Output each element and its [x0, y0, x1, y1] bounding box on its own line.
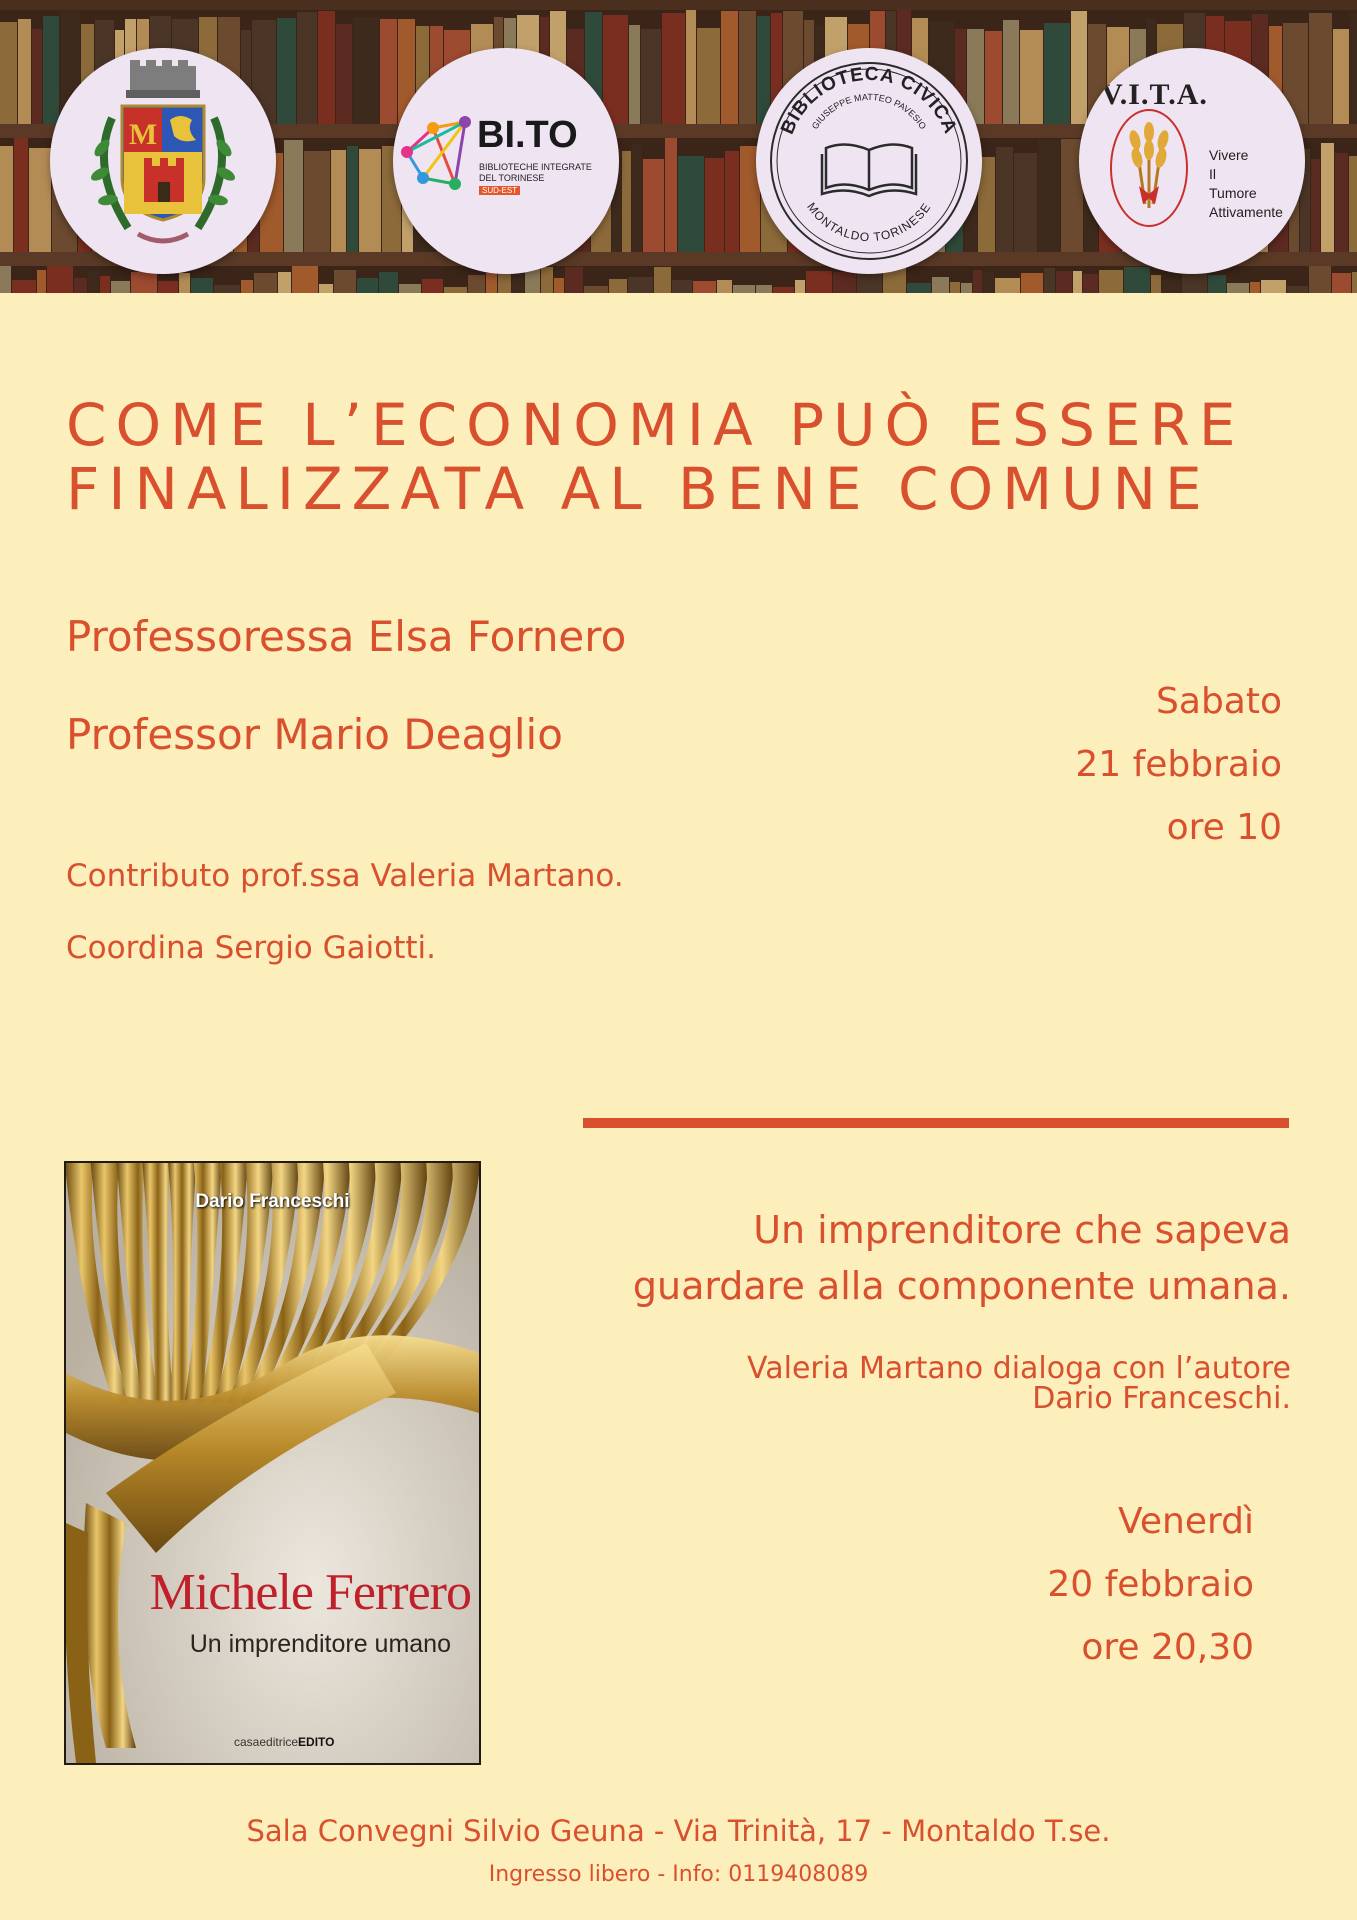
book-spine	[1321, 143, 1334, 252]
book-spine	[833, 272, 856, 293]
book-spine	[347, 146, 358, 252]
book-spine	[693, 281, 716, 293]
venue-address: Sala Convegni Silvio Geuna - Via Trinità, 17 - Montaldo T.se.	[246, 1814, 1111, 1848]
book-spine	[331, 150, 346, 252]
book-spine	[1044, 23, 1070, 124]
coat-of-arms-icon	[50, 48, 276, 274]
logo-bito	[393, 48, 619, 274]
book-spine	[359, 149, 381, 252]
book-spine	[1261, 280, 1286, 293]
event2-description	[747, 1351, 1291, 1416]
book-spine	[1003, 20, 1019, 124]
network-nodes-icon	[393, 48, 619, 274]
event2-date-block	[1047, 1490, 1254, 1679]
book-spine	[686, 10, 696, 124]
book-spine	[318, 11, 335, 124]
book-spine	[399, 284, 421, 293]
event1-title-line-2: FINALIZZATA AL BENE COMUNE	[66, 455, 1211, 523]
book-spine	[622, 151, 631, 252]
book-spine	[643, 159, 664, 252]
event1-title	[66, 393, 1306, 521]
book-spine	[983, 272, 994, 293]
event1-date: 21 febbraio	[1075, 744, 1282, 785]
book-spine	[214, 285, 240, 293]
book-spine	[717, 280, 732, 293]
book-spine	[334, 270, 356, 293]
event2-title-line-1: Un imprenditore che sapeva	[753, 1208, 1291, 1252]
book-spine	[100, 276, 110, 293]
book-spine	[1335, 153, 1348, 252]
book-spine	[632, 144, 642, 252]
book-spine	[1333, 29, 1349, 124]
book-spine	[584, 286, 608, 293]
book-spine	[486, 273, 497, 293]
book-spine	[512, 272, 524, 293]
vita-line-1: Vivere	[1209, 147, 1249, 163]
book-publisher-prefix: casaeditrice	[234, 1735, 299, 1749]
svg-text:MONTALDO TORINESE	[804, 200, 933, 244]
book-publisher-brand: EDITO	[298, 1735, 335, 1749]
book-spine	[336, 24, 352, 124]
book-spine	[609, 279, 627, 293]
book-spine	[678, 156, 704, 252]
vita-lines	[1209, 146, 1283, 222]
book-spine	[0, 22, 17, 124]
book-spine	[641, 29, 661, 124]
biblioteca-arc-sub: GIUSEPPE MATTEO PAVESIO	[809, 91, 929, 132]
book-spine	[806, 271, 832, 293]
bito-line-2: DEL TORINESE	[479, 173, 545, 183]
book-spine	[1021, 273, 1043, 293]
event2-day: Venerdì	[1118, 1501, 1254, 1542]
book-spine	[961, 283, 972, 293]
book-spine	[1287, 286, 1308, 293]
biblioteca-seal	[756, 48, 982, 274]
book-spine	[278, 272, 291, 293]
svg-text:GIUSEPPE MATTEO PAVESIO	[810, 92, 928, 131]
event2-time: ore 20,30	[1081, 1627, 1254, 1668]
book-spine	[1227, 283, 1249, 293]
book-spine	[18, 19, 31, 124]
event2-date: 20 febbraio	[1047, 1564, 1254, 1605]
book-spine	[739, 11, 756, 124]
book-spine	[932, 277, 949, 293]
event1-time: ore 10	[1166, 807, 1282, 848]
book-spine	[733, 285, 755, 293]
speaker-1: Professoressa Elsa Fornero	[66, 612, 627, 661]
event1-title-line-1: COME L’ECONOMIA PUÒ ESSERE	[66, 391, 1245, 459]
section-divider	[583, 1118, 1289, 1128]
book-spine	[1309, 13, 1332, 124]
logo-vita	[1079, 48, 1305, 274]
event1-coordinator: Coordina Sergio Gaiotti.	[66, 930, 437, 966]
book-spine	[32, 29, 42, 124]
book-spine	[1311, 159, 1320, 252]
book-spine	[37, 270, 46, 293]
book-spine	[672, 280, 692, 293]
book-spine	[277, 18, 296, 124]
book-author: Dario Franceschi	[195, 1191, 350, 1212]
event2-title-line-2: guardare alla componente umana.	[632, 1264, 1291, 1308]
book-spine	[0, 146, 13, 252]
vita-acronym: V.I.T.A.	[1101, 78, 1208, 111]
book-spine	[705, 158, 724, 252]
book-spine	[297, 12, 317, 124]
book-spine	[444, 287, 467, 293]
book-spine	[191, 278, 213, 293]
book-spine	[1250, 282, 1260, 293]
header-bookshelf-banner	[0, 0, 1357, 293]
book-spine	[1332, 273, 1351, 293]
event1-day: Sabato	[1156, 681, 1282, 722]
book-spine	[111, 281, 130, 293]
vita-line-2: Il	[1209, 166, 1216, 182]
book-spine	[468, 275, 485, 293]
book-spine	[292, 266, 318, 293]
book-spine	[654, 267, 671, 293]
book-spine	[628, 277, 653, 293]
book-spine	[319, 284, 333, 293]
book-spine	[725, 151, 739, 252]
coat-of-arms-letter: M	[128, 118, 158, 151]
book-spine	[1020, 30, 1043, 124]
vita-line-3: Tumore	[1209, 185, 1257, 201]
book-spine	[179, 273, 190, 293]
book-spine	[379, 272, 398, 293]
book-spine	[773, 287, 794, 293]
book-spine	[1056, 271, 1072, 293]
book-spine	[254, 273, 277, 293]
book-spine	[1349, 156, 1357, 252]
book-spine	[29, 148, 51, 252]
book-spine	[1350, 13, 1357, 124]
book-spine	[995, 278, 1020, 293]
book-spine	[950, 282, 960, 293]
book-spine	[284, 140, 303, 252]
book-spine	[665, 138, 677, 252]
book-spine	[158, 281, 178, 293]
book-spine	[907, 283, 931, 293]
book-spine	[1309, 266, 1331, 293]
book-spine	[1044, 268, 1055, 293]
book-spine	[14, 138, 28, 252]
book-spine	[629, 25, 640, 124]
book-spine	[554, 278, 564, 293]
book-spine	[241, 280, 253, 293]
book-spine	[88, 271, 99, 293]
event1-date-block	[1075, 670, 1282, 859]
book-spine	[795, 280, 805, 293]
book-spine	[74, 278, 87, 293]
book-spine	[1083, 274, 1098, 293]
gold-curtain-illustration	[66, 1163, 479, 1763]
book-spine	[1151, 275, 1161, 293]
open-book-icon	[822, 144, 916, 196]
book-spine	[1038, 140, 1060, 252]
speaker-2: Professor Mario Deaglio	[66, 710, 563, 759]
book-spine	[131, 272, 157, 293]
book-title: Michele Ferrero	[149, 1564, 471, 1621]
book-spine	[1208, 275, 1226, 293]
vita-line-4: Attivamente	[1209, 204, 1283, 220]
book-spine	[996, 147, 1013, 252]
book-spine	[1162, 280, 1181, 293]
event1-contribution: Contributo prof.ssa Valeria Martano.	[66, 858, 624, 894]
book-spine	[0, 266, 11, 293]
book-spine	[1073, 271, 1082, 293]
bito-tag: SUD-EST	[479, 186, 520, 195]
book-spine	[1014, 153, 1037, 252]
book-spine	[721, 11, 738, 124]
logo-biblioteca-civica	[756, 48, 982, 274]
book-cover	[64, 1161, 481, 1765]
book-spine	[662, 13, 685, 124]
biblioteca-arc-top: BIBLIOTECA CIVICA	[777, 63, 961, 138]
logo-montaldo-coat-of-arms	[50, 48, 276, 274]
event2-description-line-2: Dario Franceschi.	[1032, 1381, 1291, 1416]
book-spine	[357, 278, 378, 293]
book-subtitle: Un imprenditore umano	[189, 1630, 451, 1658]
event2-title	[633, 1202, 1291, 1314]
event2-description-line-1: Valeria Martano dialoga con l’autore	[747, 1351, 1291, 1386]
book-spine	[756, 285, 772, 293]
bito-line-1: BIBLIOTECHE INTEGRATE	[479, 162, 592, 172]
book-publisher	[234, 1735, 334, 1749]
book-spine	[353, 17, 379, 124]
book-spine	[985, 31, 1002, 124]
book-spine	[422, 279, 443, 293]
book-spine	[12, 280, 36, 293]
book-spine	[304, 151, 330, 252]
book-spine	[697, 28, 720, 124]
entry-info: Ingresso libero - Info: 0119408089	[488, 1862, 869, 1887]
biblioteca-arc-bottom: MONTALDO TORINESE	[804, 199, 934, 245]
bito-brand: BI.TO	[477, 114, 578, 156]
book-spine	[1352, 272, 1357, 293]
